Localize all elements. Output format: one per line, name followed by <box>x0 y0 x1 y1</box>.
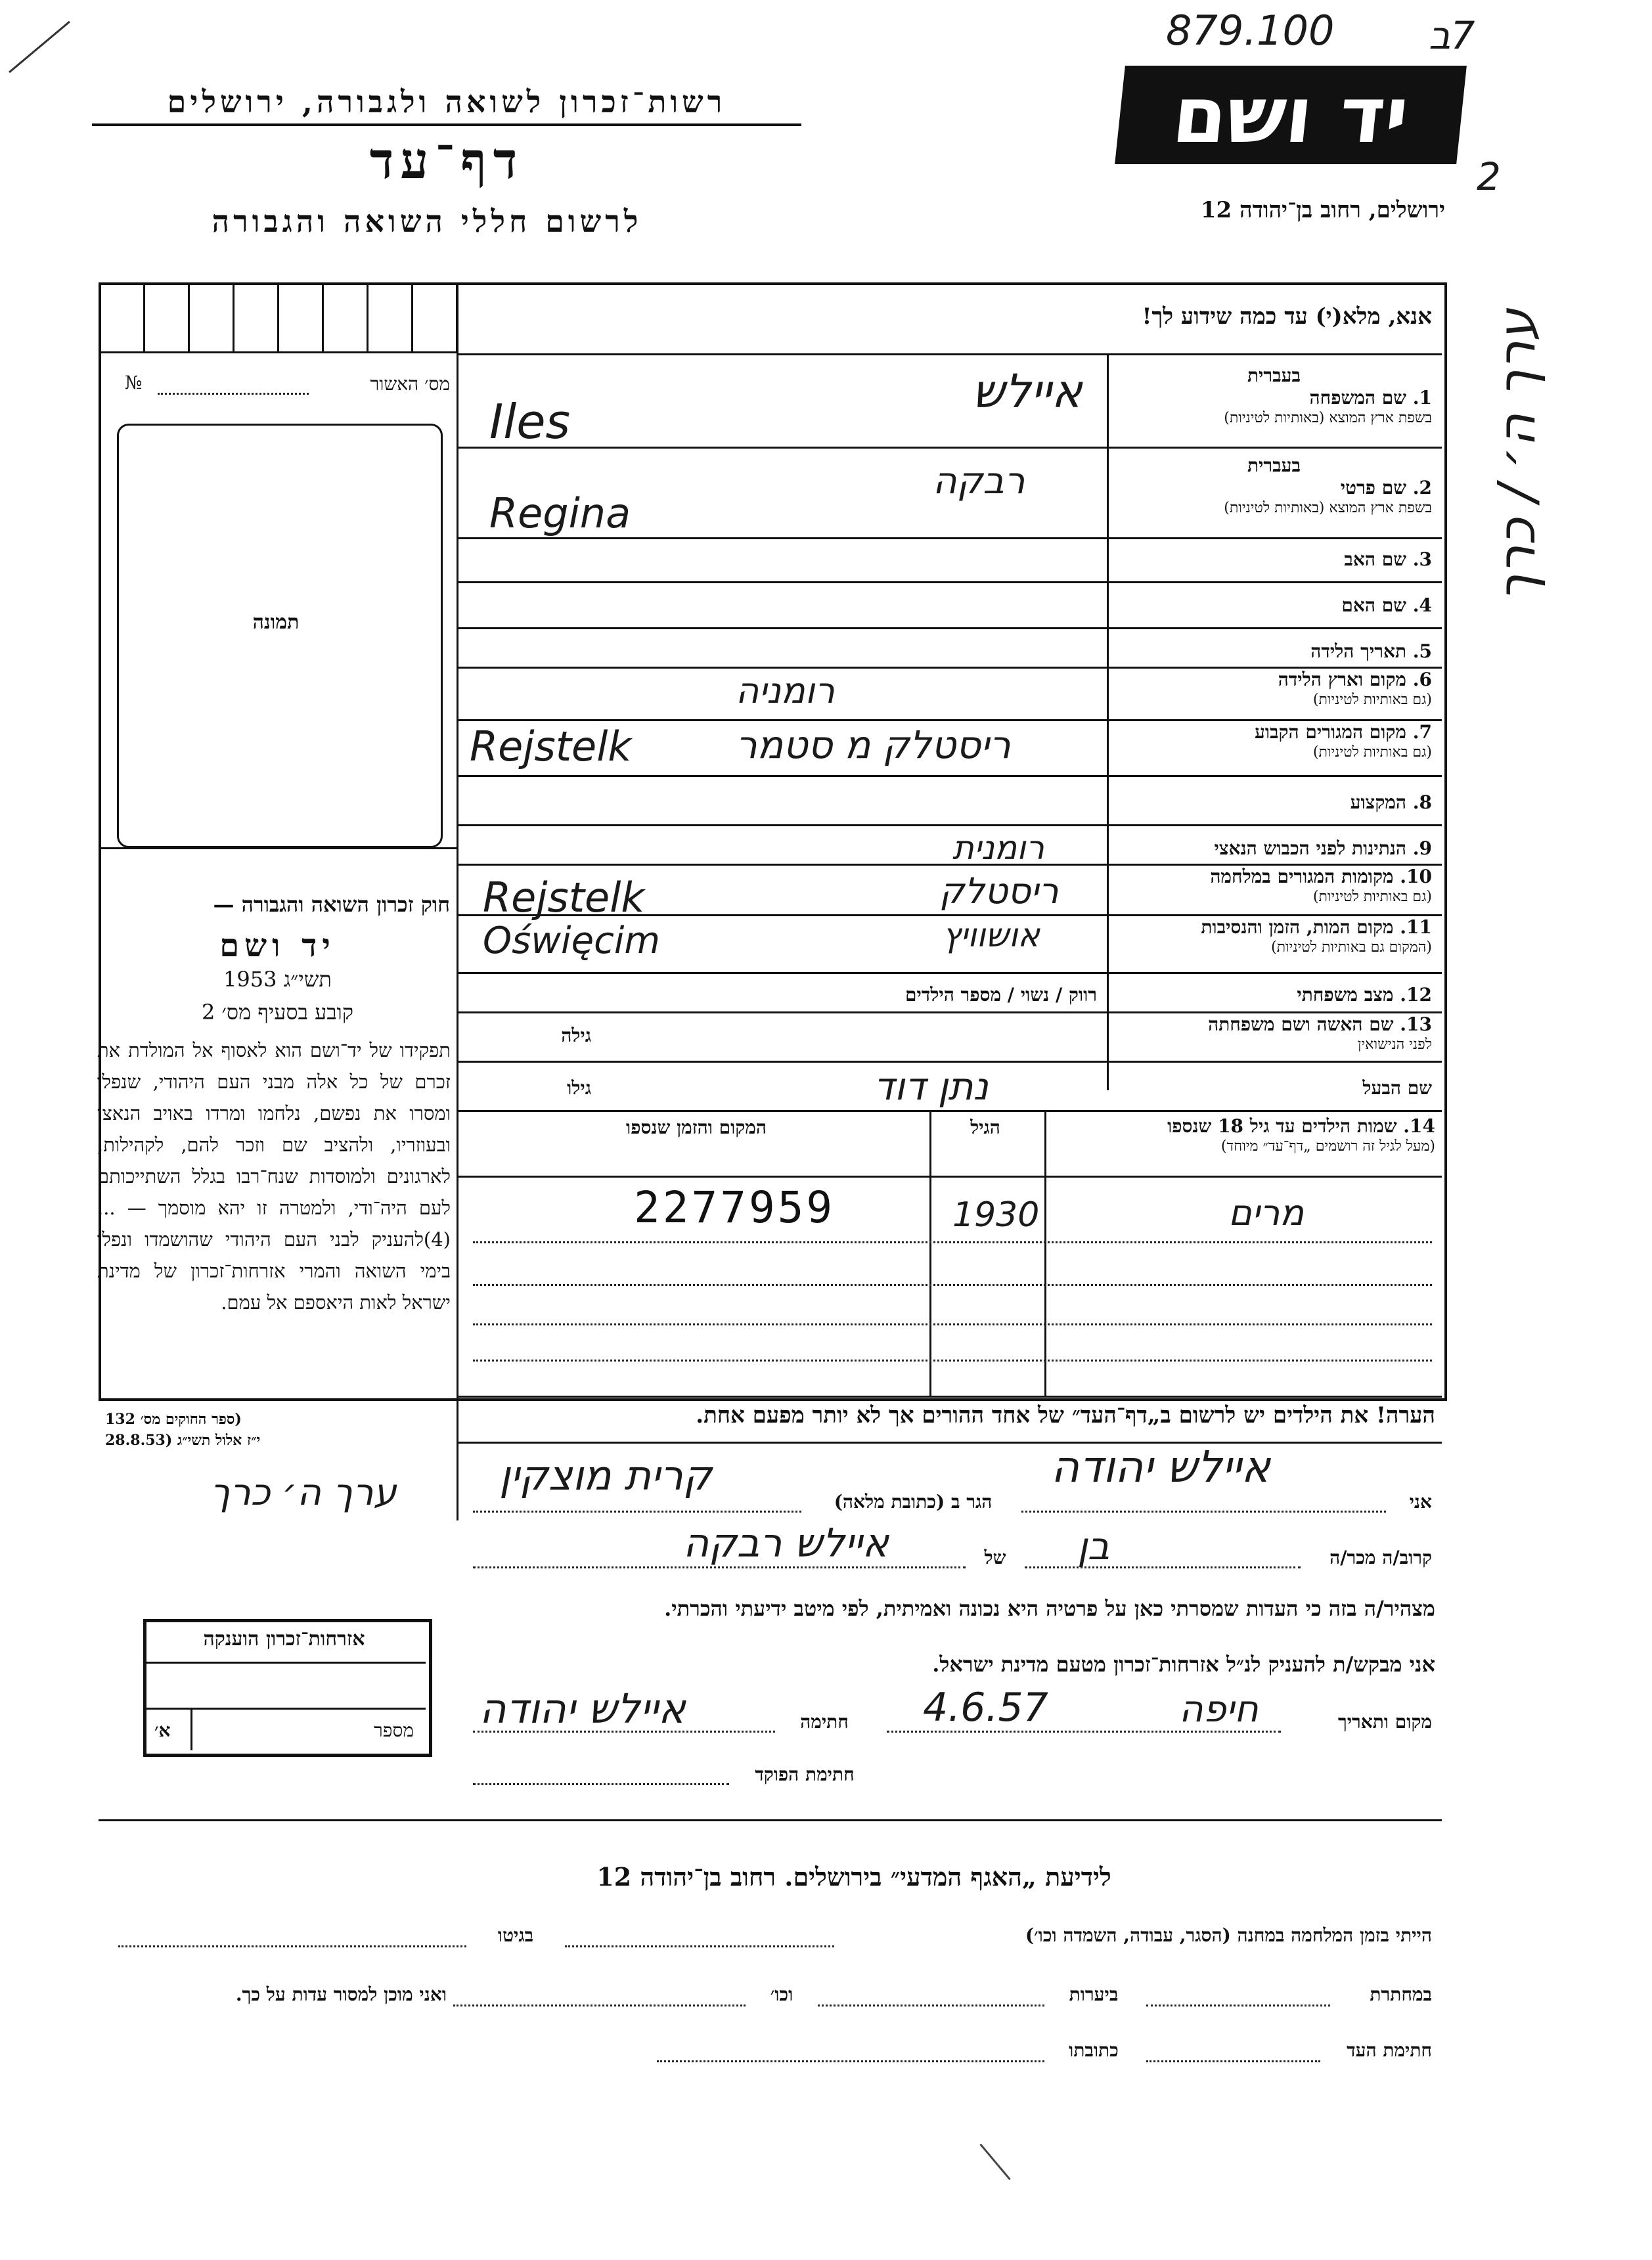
wife-name-sub: לפני הנישואין <box>1357 1036 1432 1053</box>
wife-name-label: 13. שם האשה ושם משפחתה <box>1208 1013 1432 1035</box>
approval-label: מס׳ האשור <box>370 373 450 395</box>
etc-field[interactable] <box>453 2005 746 2006</box>
declarant-name-field[interactable] <box>1021 1511 1386 1513</box>
profession-label: 8. המקצוע <box>1350 791 1432 813</box>
archive-number: 879.100 <box>1166 7 1335 55</box>
witness-signature-field[interactable] <box>1146 2060 1320 2062</box>
residence-label: 7. מקום המגורים הקבוע <box>1255 721 1432 743</box>
relation-value: בן <box>1077 1524 1110 1568</box>
field-11-label-block <box>1113 916 1432 956</box>
signature-value: איילש יהודה <box>480 1685 686 1733</box>
husband-name-value: נתן דוד <box>874 1064 989 1109</box>
children-sub: (מעל לגיל זה רושמים „דף־עד״ מיוחד) <box>1220 1138 1435 1155</box>
pencil-mark <box>9 21 70 73</box>
field-14-label-block <box>1048 1115 1435 1155</box>
nationality-value: רומנית <box>952 829 1044 867</box>
first-name-sub: בשפת ארץ המוצא (באותיות לטיניות) <box>1224 500 1432 516</box>
first-name-label: 2. שם פרטי <box>1340 477 1432 499</box>
ghetto-label: בגיטו <box>497 1924 534 1946</box>
clerk-signature-field[interactable] <box>473 1783 729 1785</box>
lang-note-he: בעברית <box>1247 365 1301 386</box>
declaration-text: מצהיר/ה בזה כי העדות שמסרתי כאן על פרטיה היא נכונה ואמיתית, לפי מיטב ידיעתי והכרתי. <box>664 1596 1435 1621</box>
archive-corner-number: 7ב <box>1429 13 1475 58</box>
residence-sub: (גם באותיות לטיניות) <box>1312 744 1432 761</box>
law-ref-2: י״ז אלול תשי״ג (28.8.53 <box>105 1432 261 1449</box>
relation-field[interactable] <box>1025 1566 1301 1568</box>
marital-status-label: 12. מצב משפחתי <box>1297 984 1432 1006</box>
residence-he-value: ריסטלק מ סטמר <box>736 722 1011 767</box>
form-subtitle: לרשום חללי השואה והגבורה <box>212 204 642 239</box>
field-13-label-block <box>1113 1013 1432 1053</box>
law-title: חוק זכרון השואה והגבורה — <box>213 892 450 917</box>
father-name-label: 3. שם האב <box>1344 548 1432 570</box>
camp-label: הייתי בזמן המלחמה במחנה (הסגר, עבודה, השמדה וכו׳) <box>1025 1924 1432 1946</box>
date-value: 4.6.57 <box>923 1685 1048 1731</box>
side-handwritten-note: ערך ה׳ / כרך <box>1488 309 1547 602</box>
request-text: אני מבקש/ת להעניק לנ״ל אזרחות־זכרון מטעם מדינת ישראל. <box>932 1652 1435 1677</box>
law-text <box>97 1034 451 1318</box>
of-name-value: איילש רבקה <box>683 1520 889 1566</box>
yad-vashem-logo: יד ושם <box>1115 66 1467 164</box>
forests-label: ביערות <box>1069 1983 1119 2005</box>
witness-address-field[interactable] <box>657 2060 1044 2062</box>
first-name-he-value: רבקה <box>933 460 1025 502</box>
photo-frame <box>117 424 443 848</box>
child-age-value: 1930 <box>952 1195 1040 1235</box>
field-2-label-block <box>1113 454 1432 516</box>
field-1-label-block <box>1113 365 1432 426</box>
left-panel-divider <box>457 282 458 1520</box>
children-place-header: המקום והזמן שנספו <box>626 1117 767 1138</box>
place-date-label: מקום ותאריך <box>1337 1711 1432 1733</box>
signature-label: חתימה <box>800 1711 849 1733</box>
approval-number-field[interactable] <box>158 393 309 395</box>
death-place-lat-value: Oświęcim <box>483 920 660 962</box>
death-place-sub: (המקום גם באותיות לטיניות) <box>1271 939 1432 956</box>
birthplace-label: 6. מקום וארץ הלידה <box>1278 669 1432 690</box>
family-name-lat-value: Iles <box>489 394 571 449</box>
etc-label: וכו׳ <box>770 1983 793 2005</box>
witness-address-label: כתובתו <box>1069 2039 1119 2061</box>
place-date-field[interactable] <box>887 1731 1281 1733</box>
declarant-address-label: הגר ב (כתובת מלאה) <box>834 1491 993 1513</box>
label-column-divider <box>1107 355 1109 1090</box>
award-number-mark: א׳ <box>154 1719 171 1741</box>
field-7-label-block <box>1113 721 1432 761</box>
family-name-label: 1. שם המשפחה <box>1309 387 1432 409</box>
death-place-label: 11. מקום המות, הזמן והנסיבות <box>1201 916 1432 938</box>
stray-mark <box>979 2144 1010 2181</box>
wartime-residence-he-value: ריסטלק <box>939 870 1059 912</box>
declarant-name-value: איילש יהודה <box>1051 1442 1270 1492</box>
relation-label: קרוב/ה מכר/ה <box>1329 1547 1432 1568</box>
law-section: קובע בסעיף מס׳ 2 <box>202 1000 353 1025</box>
husband-age-label: גילו <box>567 1077 591 1099</box>
death-place-he-value: אושוויץ <box>943 916 1040 954</box>
child-place-value: 2277959 <box>634 1182 836 1233</box>
law-year <box>105 967 450 992</box>
mother-name-label: 4. שם האם <box>1341 594 1432 616</box>
institution-name: רשות־זכרון לשואה ולגבורה, ירושלים <box>167 84 726 120</box>
declarant-address-value: קרית מוצקין <box>499 1451 712 1499</box>
ghetto-field[interactable] <box>118 1945 466 1947</box>
declarant-i-label: אני <box>1409 1491 1432 1513</box>
field-10-label-block <box>1113 866 1432 905</box>
declarant-address-field[interactable] <box>473 1511 801 1513</box>
of-name-field[interactable] <box>473 1566 966 1568</box>
forests-field[interactable] <box>818 2005 1044 2006</box>
husband-name-label: שם הבעל <box>1362 1077 1432 1099</box>
handwritten-volume: ערך ה׳ כרך <box>210 1471 397 1514</box>
approval-boxes <box>99 282 457 351</box>
birth-date-label: 5. תאריך הלידה <box>1310 640 1432 662</box>
camp-field[interactable] <box>565 1945 834 1947</box>
header-address: ירושלים, רחוב בן־יהודה 12 <box>1200 197 1445 223</box>
family-name-sub: בשפת ארץ המוצא (באותיות לטיניות) <box>1224 410 1432 426</box>
underground-field[interactable] <box>1146 2005 1330 2006</box>
first-name-lat-value: Regina <box>489 489 631 537</box>
field-6-label-block <box>1113 669 1432 708</box>
witness-signature-label: חתימת העד <box>1347 2039 1432 2061</box>
birthplace-value: רומניה <box>736 670 835 711</box>
clerk-signature-label: חתימת הפוקד <box>755 1763 855 1785</box>
lang-note-he-2: בעברית <box>1247 454 1301 476</box>
scientific-dept-title: לידיעת „האגף המדעי״ בירושלים. רחוב בן־יהודה 12 <box>596 1862 1111 1892</box>
law-ref-1: (ספר החוקים מס׳ 132 <box>105 1411 242 1428</box>
wartime-residence-sub: (גם באותיות לטיניות) <box>1312 889 1432 905</box>
award-number-label: מספר <box>374 1719 414 1741</box>
form-title: דף־עד <box>369 131 524 190</box>
header-rule <box>92 123 801 126</box>
law-body: תפקידו של יד־ושם הוא לאסוף אל המולדת את זכרם של כל אלה מבני העם היהודי, שנפלו ומסרו את נפשם, נלחמו ומרדו באויב הנאצי ובעוזריו, ולהציב שם וזכר להם, לקהילות, לארגונים ולמוסדות שנח־רבו בגלל השתייכותם לעם היה־ודי, ולמטרה זו יהא מוסמך — ...(4)להעניק לבני העם היהודי שהושמדו ונפלו בימי השואה והמרי אזרחות־זכרון של מדינת ישראל לאות היאספם אל עמם. <box>97 1039 451 1314</box>
children-label: 14. שמות הילדים עד גיל 18 שנספו <box>1167 1115 1435 1137</box>
award-title: אזרחות־זכרון הוענקה <box>203 1628 365 1651</box>
children-note: הערה! את הילדים יש לרשום ב„דף־העד״ של אחד ההורים אך לא יותר מפעם אחת. <box>696 1402 1435 1429</box>
marital-status-options: רווק / נשוי / מספר הילדים <box>904 984 1097 1006</box>
underground-label: במחתרת <box>1370 1983 1432 2005</box>
residence-lat-value: Rejstelk <box>470 722 632 770</box>
children-age-header: הגיל <box>970 1117 1000 1138</box>
wartime-residence-lat-value: Rejstelk <box>483 874 645 921</box>
wife-age-label: גילה <box>561 1025 591 1046</box>
law-name: יד ושם <box>219 927 336 964</box>
wartime-residence-label: 10. מקומות המגורים במלחמה <box>1210 866 1432 887</box>
testimony-ready-text: ואני מוכן למסור עדות על כך. <box>235 1983 447 2005</box>
child-name-value: מרים <box>1228 1192 1305 1233</box>
law-year-he: תשי״ג <box>283 967 332 992</box>
place-value: חיפה <box>1179 1688 1259 1731</box>
nationality-label: 9. הנתינות לפני הכבוש הנאצי <box>1214 837 1432 859</box>
instruction: אנא, מלא(י) עד כמה שידוע לך! <box>1142 303 1432 330</box>
archive-side-number: 2 <box>1477 154 1501 199</box>
family-name-he-value: איילש <box>972 365 1083 418</box>
law-year-greg: 1953 <box>223 967 277 992</box>
photo-label: תמונה <box>252 611 300 634</box>
number-sign: № <box>125 372 143 393</box>
birthplace-sub: (גם באותיות לטיניות) <box>1312 692 1432 708</box>
of-label: של <box>984 1547 1006 1568</box>
